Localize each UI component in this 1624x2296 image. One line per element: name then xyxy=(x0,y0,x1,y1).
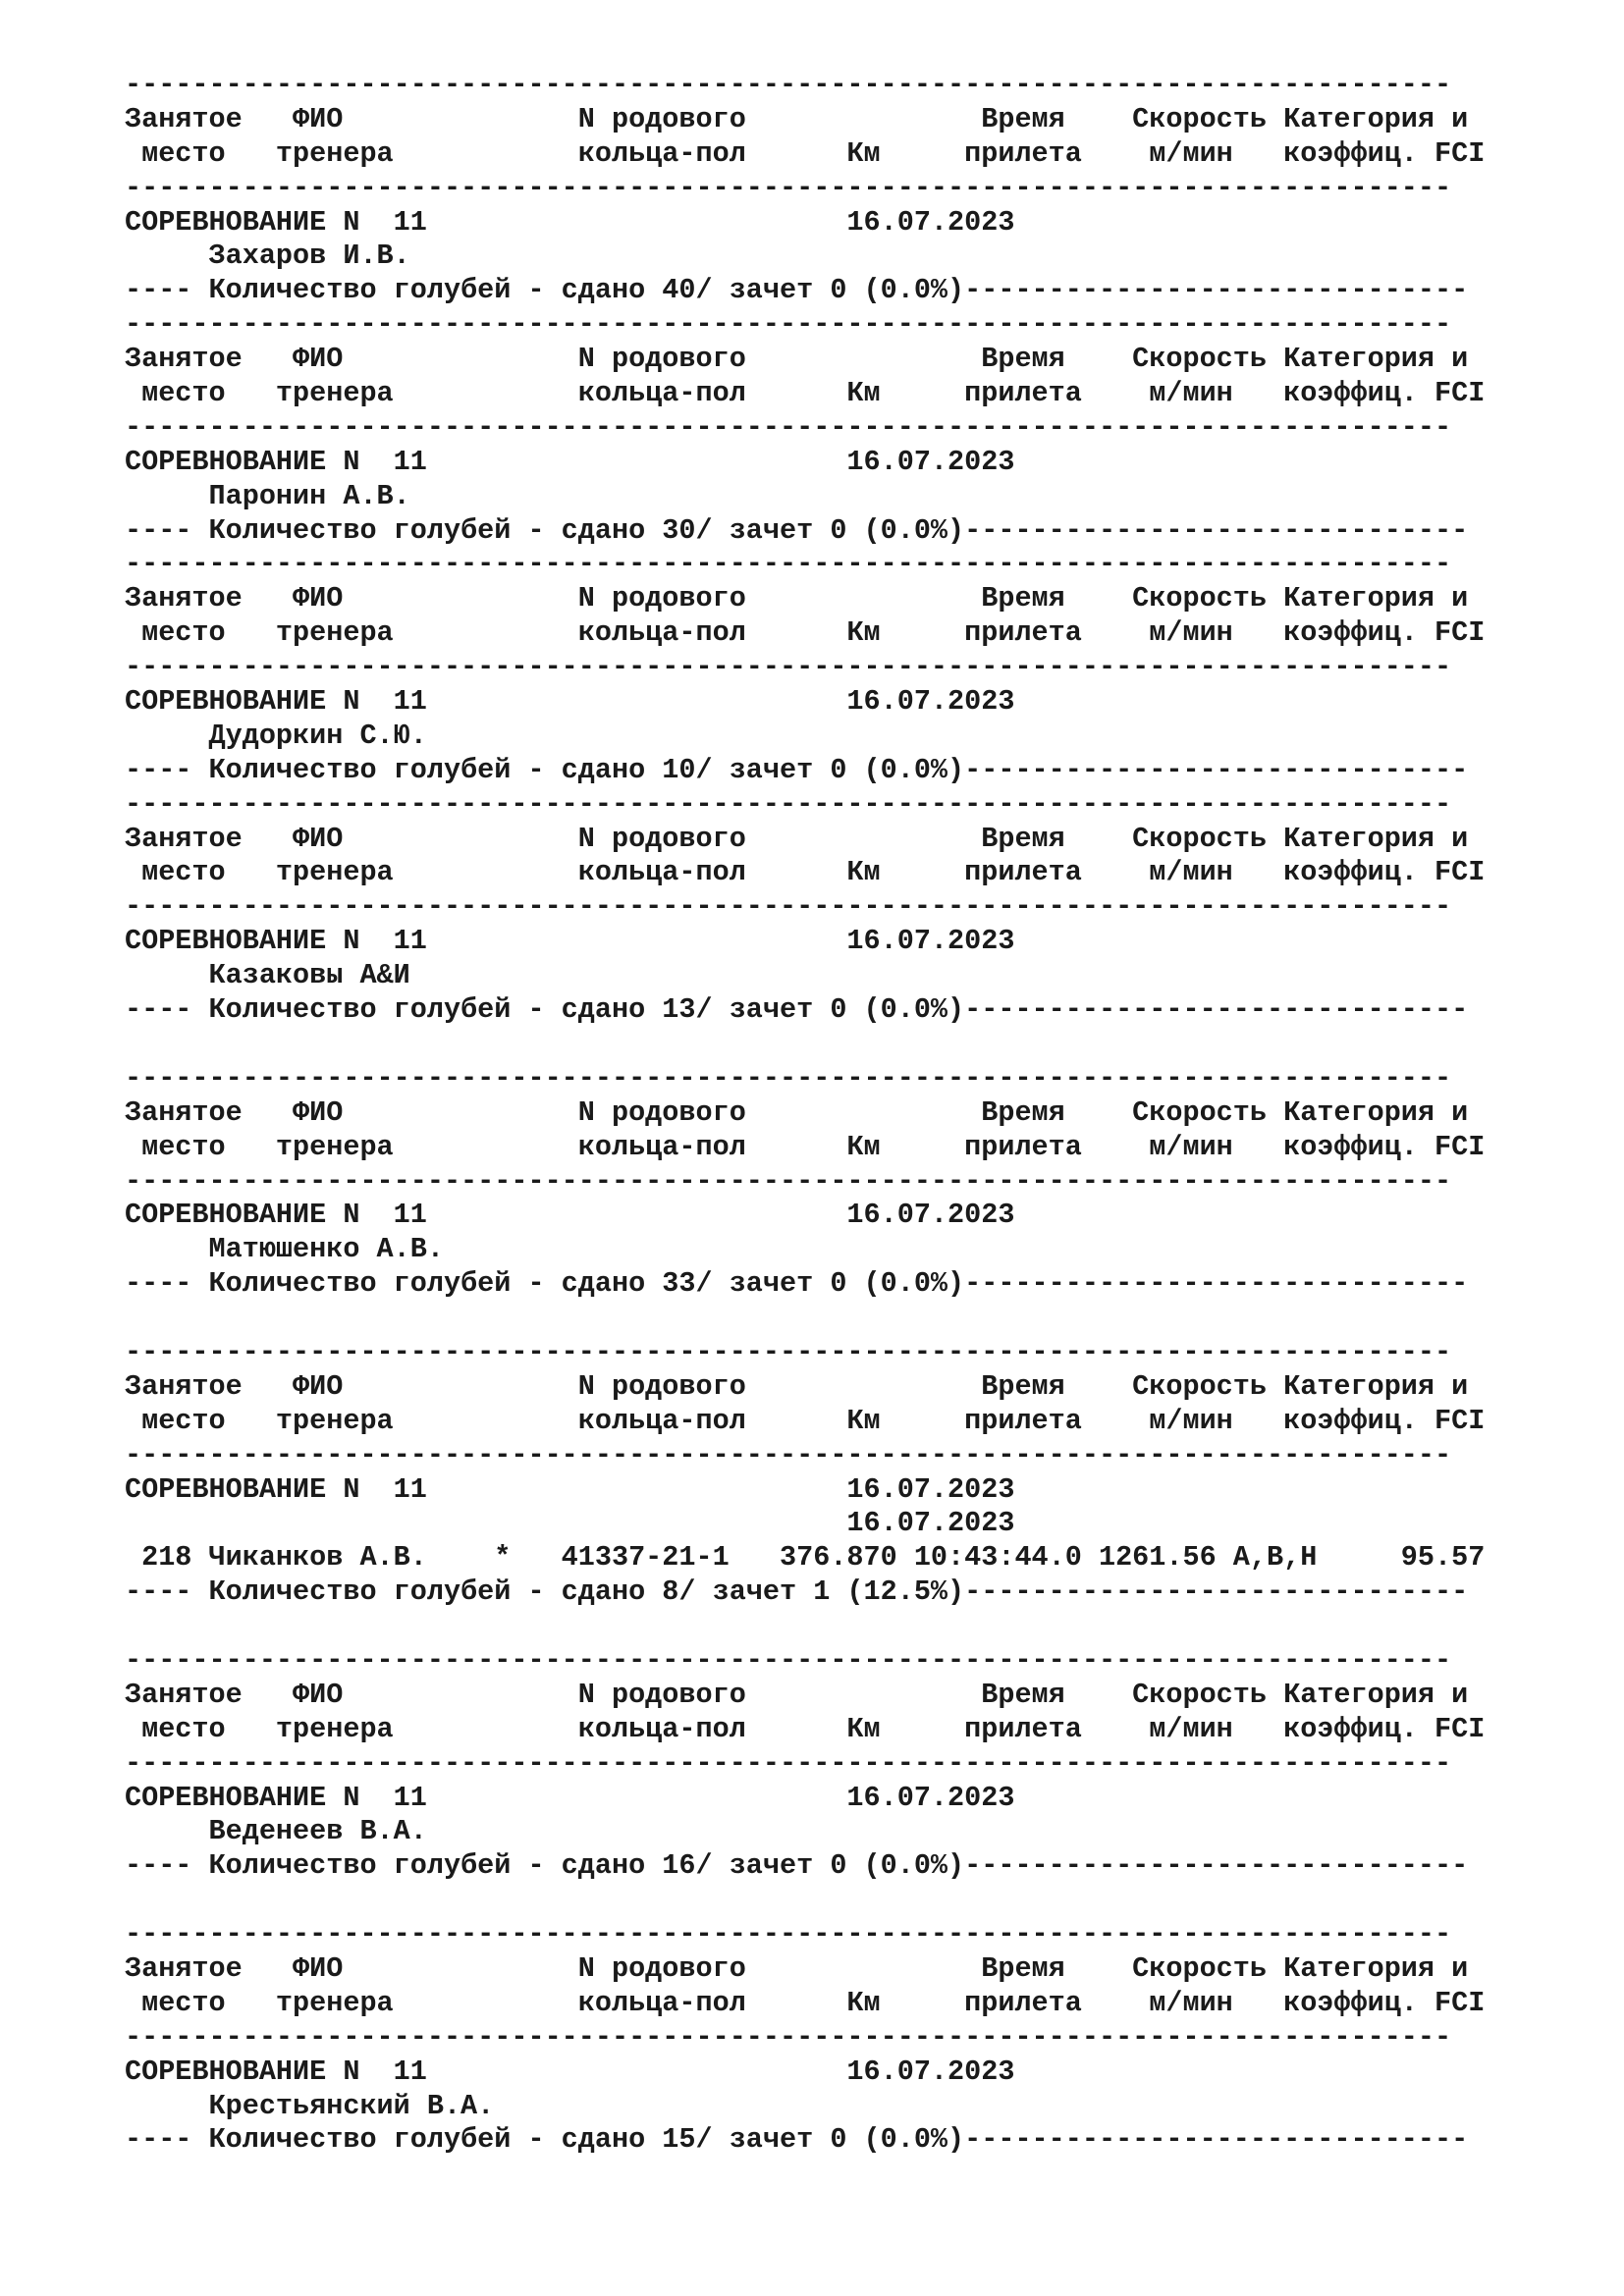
release-date: 16.07.2023 xyxy=(125,1507,1015,1540)
trainer-name: Захаров И.В. xyxy=(125,240,410,273)
separator-line: ------------------------------------------------------------------------------- xyxy=(125,1746,1452,1780)
table-header-row-1: Занятое ФИО N родового Время Скорость Категория и xyxy=(125,1095,1469,1129)
competition-heading: СОРЕВНОВАНИЕ N 11 16.07.2023 xyxy=(125,1781,1015,1814)
pigeon-count-summary: ---- Количество голубей - сдано 15/ зачет 0 (0.0%)------------------------------ xyxy=(125,2123,1469,2157)
separator-line: ------------------------------------------------------------------------------- xyxy=(125,1643,1452,1677)
blank-line xyxy=(125,1028,1597,1062)
table-header-row-2: место тренера кольца-пол Км прилета м/мин коэффиц. FCI xyxy=(125,1404,1486,1437)
blank-line xyxy=(125,1302,1597,1336)
separator-line: ------------------------------------------------------------------------------- xyxy=(125,410,1452,444)
table-header-row-2: место тренера кольца-пол Км прилета м/мин коэффиц. FCI xyxy=(125,1712,1486,1745)
separator-line: ------------------------------------------------------------------------------- xyxy=(125,171,1452,204)
blank-line xyxy=(125,1884,1597,1918)
pigeon-count-summary: ---- Количество голубей - сдано 40/ зачет 0 (0.0%)------------------------------ xyxy=(125,274,1469,307)
competition-heading: СОРЕВНОВАНИЕ N 11 16.07.2023 xyxy=(125,445,1015,478)
separator-line: ------------------------------------------------------------------------------- xyxy=(125,1918,1452,1951)
separator-line: ------------------------------------------------------------------------------- xyxy=(125,787,1452,821)
table-header-row-1: Занятое ФИО N родового Время Скорость Категория и xyxy=(125,1951,1469,1985)
table-header-row-1: Занятое ФИО N родового Время Скорость Категория и xyxy=(125,102,1469,135)
competition-heading: СОРЕВНОВАНИЕ N 11 16.07.2023 xyxy=(125,205,1015,239)
separator-line: ------------------------------------------------------------------------------- xyxy=(125,890,1452,924)
competition-heading: СОРЕВНОВАНИЕ N 11 16.07.2023 xyxy=(125,1472,1015,1506)
pigeon-count-summary: ---- Количество голубей - сдано 13/ зачет 0 (0.0%)------------------------------ xyxy=(125,993,1469,1027)
table-header-row-2: место тренера кольца-пол Км прилета м/мин коэффиц. FCI xyxy=(125,1986,1486,2019)
separator-line: ------------------------------------------------------------------------------- xyxy=(125,69,1452,101)
separator-line: ------------------------------------------------------------------------------- xyxy=(125,308,1452,342)
separator-line: ------------------------------------------------------------------------------- xyxy=(125,1061,1452,1095)
competition-heading: СОРЕВНОВАНИЕ N 11 16.07.2023 xyxy=(125,925,1015,958)
separator-line: ------------------------------------------------------------------------------- xyxy=(125,2020,1452,2054)
table-header-row-1: Занятое ФИО N родового Время Скорость Категория и xyxy=(125,343,1469,376)
trainer-name: Крестьянский В.А. xyxy=(125,2089,495,2122)
pigeon-count-summary: ---- Количество голубей - сдано 8/ зачет 1 (12.5%)------------------------------ xyxy=(125,1575,1469,1609)
trainer-name: Веденеев В.А. xyxy=(125,1815,427,1848)
separator-line: ------------------------------------------------------------------------------- xyxy=(125,548,1452,581)
race-results-report xyxy=(125,69,1597,2158)
separator-line: ------------------------------------------------------------------------------- xyxy=(125,1438,1452,1471)
table-header-row-2: место тренера кольца-пол Км прилета м/мин коэффиц. FCI xyxy=(125,856,1486,889)
table-header-row-2: место тренера кольца-пол Км прилета м/мин коэффиц. FCI xyxy=(125,377,1486,410)
blank-line xyxy=(125,1610,1597,1644)
table-header-row-1: Занятое ФИО N родового Время Скорость Категория и xyxy=(125,1678,1469,1711)
trainer-name: Паронин А.В. xyxy=(125,479,410,512)
pigeon-count-summary: ---- Количество голубей - сдано 10/ зачет 0 (0.0%)------------------------------ xyxy=(125,753,1469,786)
separator-line: ------------------------------------------------------------------------------- xyxy=(125,651,1452,684)
table-header-row-1: Занятое ФИО N родового Время Скорость Категория и xyxy=(125,822,1469,855)
table-header-row-1: Занятое ФИО N родового Время Скорость Категория и xyxy=(125,582,1469,615)
pigeon-count-summary: ---- Количество голубей - сдано 16/ зачет 0 (0.0%)------------------------------ xyxy=(125,1849,1469,1883)
result-row: 218 Чиканков А.В. * 41337-21-1 376.870 10:43:44.0 1261.56 A,B,H 95.57 xyxy=(125,1541,1486,1575)
competition-heading: СОРЕВНОВАНИЕ N 11 16.07.2023 xyxy=(125,2055,1015,2088)
trainer-name: Дудоркин С.Ю. xyxy=(125,719,427,752)
table-header-row-1: Занятое ФИО N родового Время Скорость Категория и xyxy=(125,1369,1469,1403)
competition-heading: СОРЕВНОВАНИЕ N 11 16.07.2023 xyxy=(125,685,1015,719)
competition-heading: СОРЕВНОВАНИЕ N 11 16.07.2023 xyxy=(125,1199,1015,1232)
trainer-name: Матюшенко А.В. xyxy=(125,1233,444,1266)
table-header-row-2: место тренера кольца-пол Км прилета м/мин коэффиц. FCI xyxy=(125,616,1486,650)
trainer-name: Казаковы А&И xyxy=(125,959,410,992)
separator-line: ------------------------------------------------------------------------------- xyxy=(125,1335,1452,1368)
separator-line: ------------------------------------------------------------------------------- xyxy=(125,1164,1452,1198)
pigeon-count-summary: ---- Количество голубей - сдано 33/ зачет 0 (0.0%)------------------------------ xyxy=(125,1267,1469,1301)
table-header-row-2: место тренера кольца-пол Км прилета м/мин коэффиц. FCI xyxy=(125,136,1486,170)
table-header-row-2: место тренера кольца-пол Км прилета м/мин коэффиц. FCI xyxy=(125,1130,1486,1163)
pigeon-count-summary: ---- Количество голубей - сдано 30/ зачет 0 (0.0%)------------------------------ xyxy=(125,513,1469,547)
